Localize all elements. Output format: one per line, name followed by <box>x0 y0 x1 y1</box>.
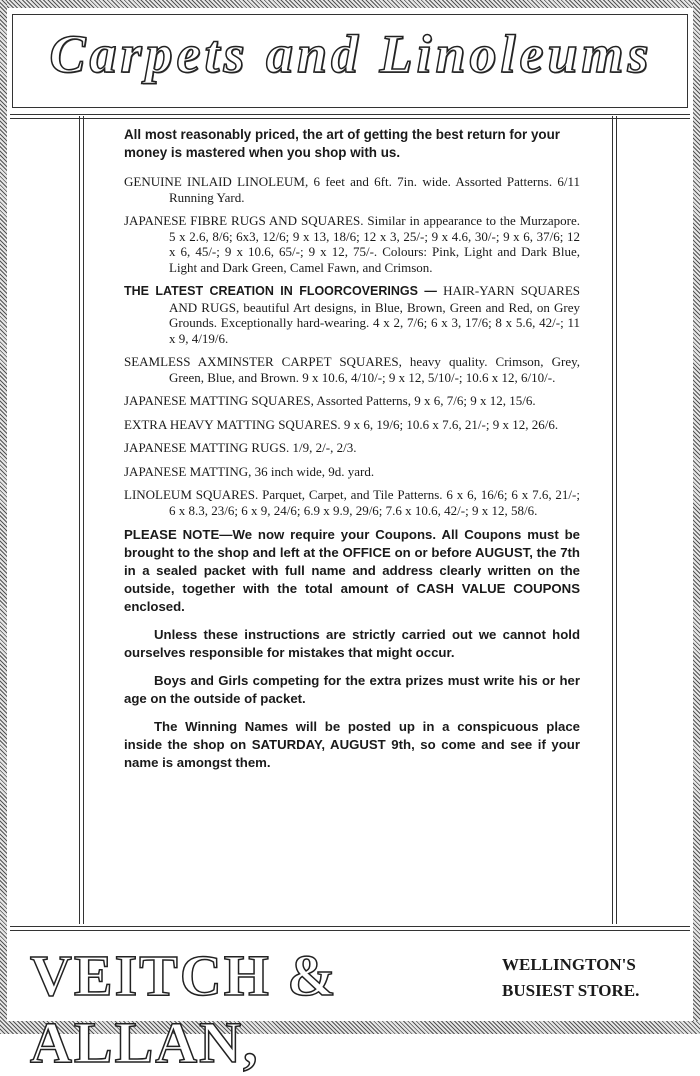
divider-bottom-inner <box>10 930 690 931</box>
column-rule-left-inner <box>83 116 84 924</box>
divider-top-inner <box>10 118 690 119</box>
divider-bottom <box>10 926 690 927</box>
latest-creation-heading: THE LATEST CREATION IN FLOORCOVERINGS — <box>124 284 437 298</box>
item-axminster: SEAMLESS AXMINSTER CARPET SQUARES, heavy quality. Crimson, Grey, Green, Blue, and Brown. 9 x 10.6, 4/10/-; 9 x 12, 5/10/-; 10.6 x 12, 6/10/-. <box>124 354 580 385</box>
boys-girls-paragraph: Boys and Girls competing for the extra prizes must write his or her age on the outside of packet. <box>124 673 580 706</box>
item-matting: JAPANESE MATTING, 36 inch wide, 9d. yard. <box>124 463 375 479</box>
winning-names-paragraph: The Winning Names will be posted up in a conspicuous place inside the shop on SATURDAY, AUGUST 9th, so come and see if your name is amongst them. <box>124 719 580 770</box>
store-tagline: WELLINGTON'S BUSIEST STORE. <box>502 955 640 1000</box>
item-matting-rugs: JAPANESE MATTING RUGS. 1/9, 2/-, 2/3. <box>124 440 357 455</box>
divider-top <box>10 114 690 115</box>
item-linoleum-squares: LINOLEUM SQUARES. Parquet, Carpet, and Tile Patterns. 6 x 6, 16/6; 6 x 7.6, 21/-; 6 x 8.3, 23/6; 6 x 9, 24/6; 6.9 x 9.9, 29/6; 7.6 x 10.6, 42/-; 9 x 12, 58/6. <box>124 487 580 518</box>
right-border <box>693 0 700 1034</box>
intro-text: All most reasonably priced, the art of getting the best return for your money is mastered when you shop with us. <box>124 127 560 160</box>
column-rule-left <box>79 116 80 924</box>
column-rule-right-inner <box>616 116 617 924</box>
item-hair-yarn: THE LATEST CREATION IN FLOORCOVERINGS — HAIR-YARN SQUARES AND RUGS, beautiful Art designs, in Blue, Brown, Green and Red, on Grey Grounds. Exceptionally hard-wearing. 4 x 2, 7/6; 6 x 3, 17/6; 8 x 5.6, 42/-; 11 x 9, 4/19/6. <box>124 283 580 346</box>
advert-body <box>124 126 580 782</box>
column-rule-right <box>612 116 613 924</box>
item-fibre-rugs: JAPANESE FIBRE RUGS AND SQUARES. Similar in appearance to the Murzapore. 5 x 2.6, 8/6; 6x3, 12/6; 9 x 13, 18/6; 12 x 3, 25/-; 9 x 4.6, 30/-; 9 x 6, 37/6; 12 x 6, 45/-; 9 x 10.6, 65/-; 9 x 12, 75/-. Colours: Pink, Light and Dark Blue, Light and Dark Green, Camel Fawn, and Crimson. <box>124 213 580 275</box>
instructions-paragraph: Unless these instructions are strictly carried out we cannot hold ourselves responsible for mistakes that might occur. <box>124 627 580 660</box>
headline: Carpets and Linoleums <box>49 24 653 84</box>
left-border <box>0 0 7 1034</box>
item-heavy-matting: EXTRA HEAVY MATTING SQUARES. 9 x 6, 19/6; 10.6 x 7.6, 21/-; 9 x 12, 26/6. <box>124 416 559 432</box>
headline-box <box>12 14 688 108</box>
item-inlaid-linoleum: GENUINE INLAID LINOLEUM, 6 feet and 6ft. 7in. wide. Assorted Patterns. 6/11 Running Yard. <box>124 174 580 205</box>
top-border <box>0 0 700 8</box>
item-matting-squares: JAPANESE MATTING SQUARES, Assorted Patterns, 9 x 6, 7/6; 9 x 12, 15/6. <box>124 393 536 408</box>
store-name: VEITCH & ALLAN, <box>30 943 338 1075</box>
please-note: PLEASE NOTE—We now require your Coupons. All Coupons must be brought to the shop and left at the OFFICE on or before AUGUST, the 7th in a sealed packet with full name and address clearly written on the outside, together with the total amount of CASH VALUE COUPONS enclosed. <box>124 527 581 614</box>
